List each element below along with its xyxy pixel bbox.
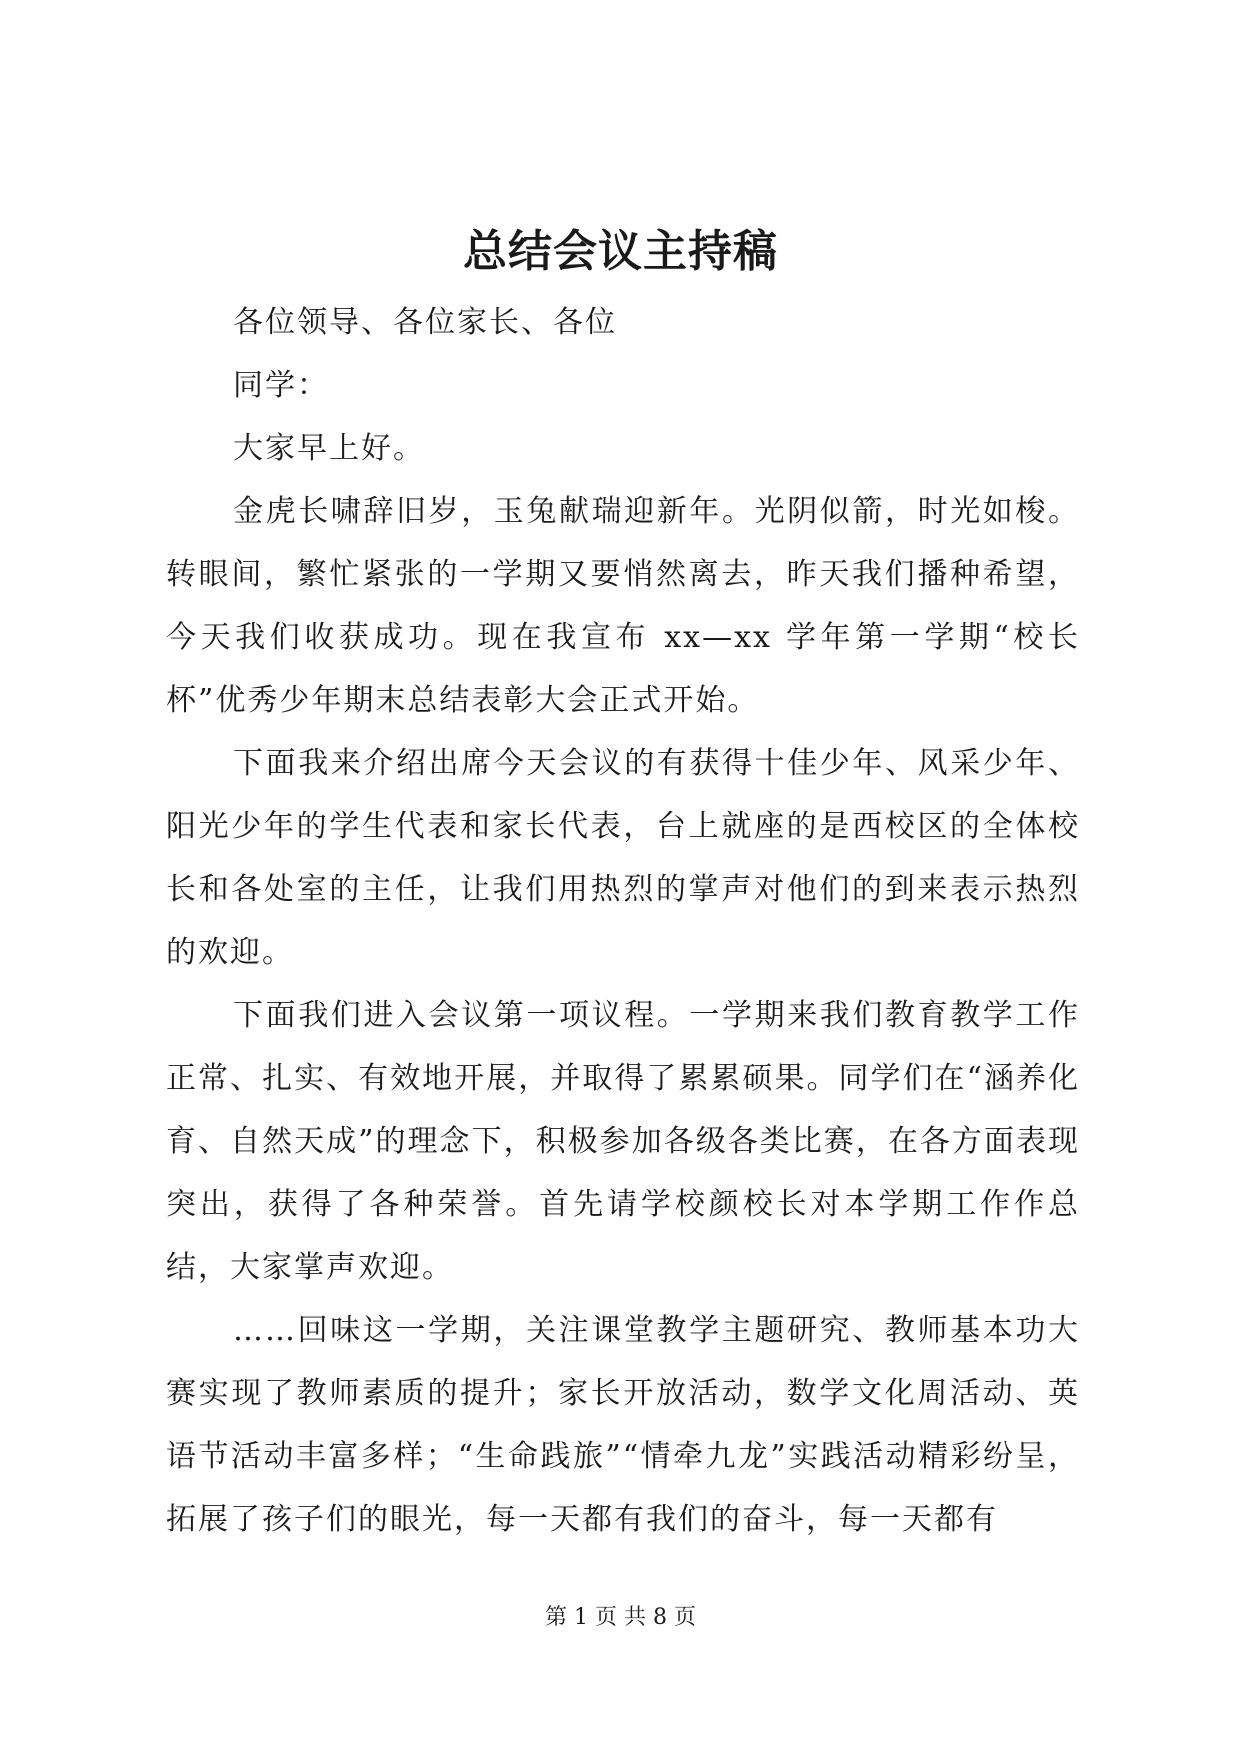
paragraph-first-agenda: 下面我们进入会议第一项议程。一学期来我们教育教学工作正常、扎实、有效地开展，并取得了累累硕果。同学们在“涵养化育、自然天成”的理念下，积极参加各级各类比赛，在各方面表现突出，获得了各种荣誉。首先请学校颜校长对本学期工作作总结，大家掌声欢迎。	[166, 998, 1080, 1285]
paragraph-introduction: 下面我来介绍出席今天会议的有获得十佳少年、风采少年、阳光少年的学生代表和家长代表，台上就座的是西校区的全体校长和各处室的主任，让我们用热烈的掌声对他们的到来表示热烈的欢迎。	[166, 746, 1080, 970]
document-title: 总结会议主持稿	[463, 226, 778, 277]
document-body	[166, 291, 1080, 1551]
paragraph-good-morning: 大家早上好。	[233, 431, 425, 466]
paragraph-greeting-cont: 同学：	[233, 368, 329, 403]
paragraph-greeting: 各位领导、各位家长、各位	[233, 305, 617, 340]
paragraph-review: ……回味这一学期，关注课堂教学主题研究、教师基本功大赛实现了教师素质的提升；家长开放活动，数学文化周活动、英语节活动丰富多样；“生命践旅”“情牵九龙”实践活动精彩纷呈，拓展了孩子们的眼光，每一天都有我们的奋斗，每一天都有	[166, 1313, 1080, 1537]
paragraph-opening: 金虎长啸辞旧岁，玉兔献瑞迎新年。光阴似箭，时光如梭。转眼间，繁忙紧张的一学期又要悄然离去，昨天我们播种希望，今天我们收获成功。现在我宣布 xx—xx 学年第一学期“校长杯”优秀少年期末总结表彰大会正式开始。	[166, 494, 1080, 718]
page-number-footer: 第 1 页 共 8 页	[545, 1605, 696, 1630]
